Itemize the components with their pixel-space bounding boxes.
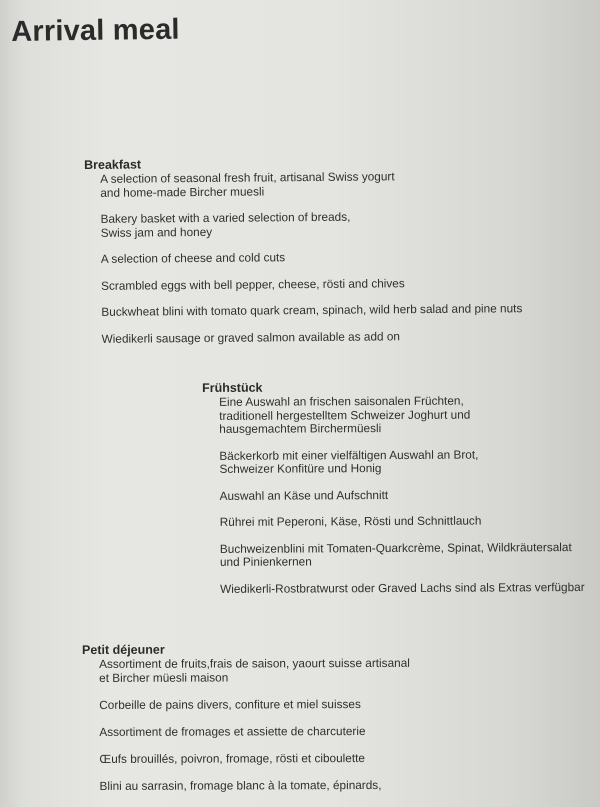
breakfast-items [100, 169, 522, 346]
section-heading-fruehstueck: Frühstück [202, 380, 263, 395]
menu-item: Buchweizenblini mit Tomaten-Quarkcrème, Spinat, Wildkräutersalat und Pinienkernen [219, 539, 572, 569]
menu-item: Buckwheat blini with tomato quark cream, spinach, wild herb salad and pine nuts [101, 301, 523, 319]
menu-item: Bäckerkorb mit einer vielfältigen Auswahl an Brot, Schweizer Konfitüre und Honig [219, 447, 479, 476]
page-title: Arrival meal [11, 13, 180, 48]
menu-item: Assortiment de fruits,frais de saison, yaourt suisse artisanal et Bircher müesli maison [99, 655, 410, 685]
menu-item: Wiedikerli sausage or graved salmon available as add on [101, 328, 401, 346]
fruehstueck-section [202, 378, 585, 609]
menu-item: A selection of cheese and cold cuts [100, 250, 286, 266]
menu-item: Rührei mit Peperoni, Käse, Rösti und Schnittlauch [219, 513, 482, 529]
menu-item: Wiedikerli-Rostbratwurst oder Graved Lachs sind als Extras verfügbar [220, 579, 585, 596]
fruehstueck-items [219, 394, 585, 596]
menu-item: Œufs brouillés, poivron, fromage, rösti et ciboulette [99, 750, 365, 766]
section-heading-breakfast: Breakfast [84, 157, 142, 172]
menu-item: Corbeille de pains divers, confiture et miel suisses [99, 696, 361, 712]
petit-dejeuner-items [99, 657, 410, 793]
section-heading-petit-dejeuner: Petit déjeuner [82, 642, 165, 657]
menu-item: Blini au sarrasin, fromage blanc à la tomate, épinards, [99, 777, 382, 793]
menu-item: Eine Auswahl an frischen saisonalen Früchten, traditionell hergestelltem Schweizer Joghurt und hausgemachtem Birchermüesli [219, 393, 471, 436]
menu-item: Assortiment de fromages et assiette de charcuterie [99, 723, 366, 739]
menu-item: Auswahl an Käse und Aufschnitt [219, 487, 389, 503]
menu-item: Scrambled eggs with bell pepper, cheese, rösti and chives [101, 275, 405, 293]
breakfast-section [84, 153, 523, 359]
menu-item: A selection of seasonal fresh fruit, artisanal Swiss yogurt and home-made Bircher muesli [100, 169, 395, 200]
menu-item: Bakery basket with a varied selection of breads, Swiss jam and honey [100, 209, 351, 240]
petit-dejeuner-section [82, 641, 410, 807]
